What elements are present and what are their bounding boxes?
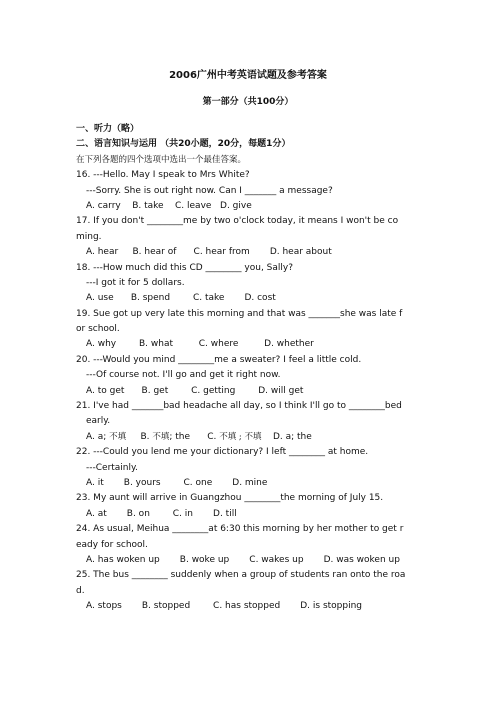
- option-text: 不填: [109, 431, 127, 442]
- option-text: B.: [126, 431, 153, 442]
- question-20: 20. ---Would you mind ________me a sweater? I feel a little cold.: [76, 354, 362, 365]
- option-text: D. a; the: [261, 431, 312, 442]
- section-heading: 二、语言知识与运用 （共20小题，20分，每题1分）: [76, 139, 291, 150]
- option-text: A. a;: [86, 431, 110, 442]
- option-text: 不填: [152, 431, 170, 442]
- question-25-cont: d.: [76, 585, 85, 596]
- section-heading: 一、听力（略）: [76, 124, 140, 134]
- question-17: 17. If you don't ________me by two o'clock today, it means I won't be co: [76, 216, 399, 227]
- question-19: 19. Sue got up very late this morning and that was _______she was late f: [76, 308, 403, 319]
- question-24: 24. As usual, Meihua ________at 6:30 this morning by her mother to get r: [76, 524, 404, 535]
- question-20-reply: ---Of course not. I'll go and get it right now.: [86, 370, 281, 381]
- question-23: 23. My aunt will arrive in Guangzhou ________the morning of July 15.: [76, 493, 384, 504]
- question-19-cont: or school.: [76, 324, 120, 335]
- question-22-reply: ---Certainly.: [86, 462, 138, 473]
- document-body: [76, 122, 428, 615]
- question-22-options: A. it B. yours C. one D. mine: [86, 477, 268, 488]
- question-21-cont: early.: [86, 416, 111, 427]
- document-title: 2006广州中考英语试题及参考答案: [169, 70, 327, 81]
- question-25-options: A. stops B. stopped C. has stopped D. is stopping: [86, 601, 363, 612]
- question-18-reply: ---I got it for 5 dollars.: [86, 277, 185, 288]
- question-16-options: A. carry B. take C. leave D. give: [86, 200, 252, 211]
- question-23-options: A. at B. on C. in D. till: [86, 508, 237, 519]
- option-text: ; the C.: [169, 431, 220, 442]
- part-heading: 第一部分（共100分）: [202, 97, 294, 107]
- option-text: 不填 ; 不填: [219, 431, 262, 442]
- question-18-options: A. use B. spend C. take D. cost: [86, 293, 276, 304]
- question-18: 18. ---How much did this CD ________ you, Sally?: [76, 262, 293, 273]
- question-16-reply: ---Sorry. She is out right now. Can I _______ a message?: [86, 185, 333, 196]
- question-17-cont: ming.: [76, 231, 102, 242]
- question-20-options: A. to get B. get C. getting D. will get: [86, 385, 304, 396]
- question-24-options: A. has woken up B. woke up C. wakes up D. was woken up: [86, 554, 400, 565]
- question-21-options: [76, 430, 428, 445]
- question-19-options: A. why B. what C. where D. whether: [86, 339, 314, 350]
- question-24-cont: eady for school.: [76, 539, 148, 550]
- question-21: 21. I've had _______bad headache all day, so I think I'll go to ________bed: [76, 401, 402, 412]
- question-22: 22. ---Could you lend me your dictionary? I left ________ at home.: [76, 447, 369, 458]
- question-17-options: A. hear B. hear of C. hear from D. hear about: [86, 247, 332, 258]
- question-16: 16. ---Hello. May I speak to Mrs White?: [76, 170, 250, 181]
- instruction: 在下列各题的四个选项中选出一个最佳答案。: [76, 154, 247, 165]
- question-25: 25. The bus ________ suddenly when a group of students ran onto the roa: [76, 570, 406, 581]
